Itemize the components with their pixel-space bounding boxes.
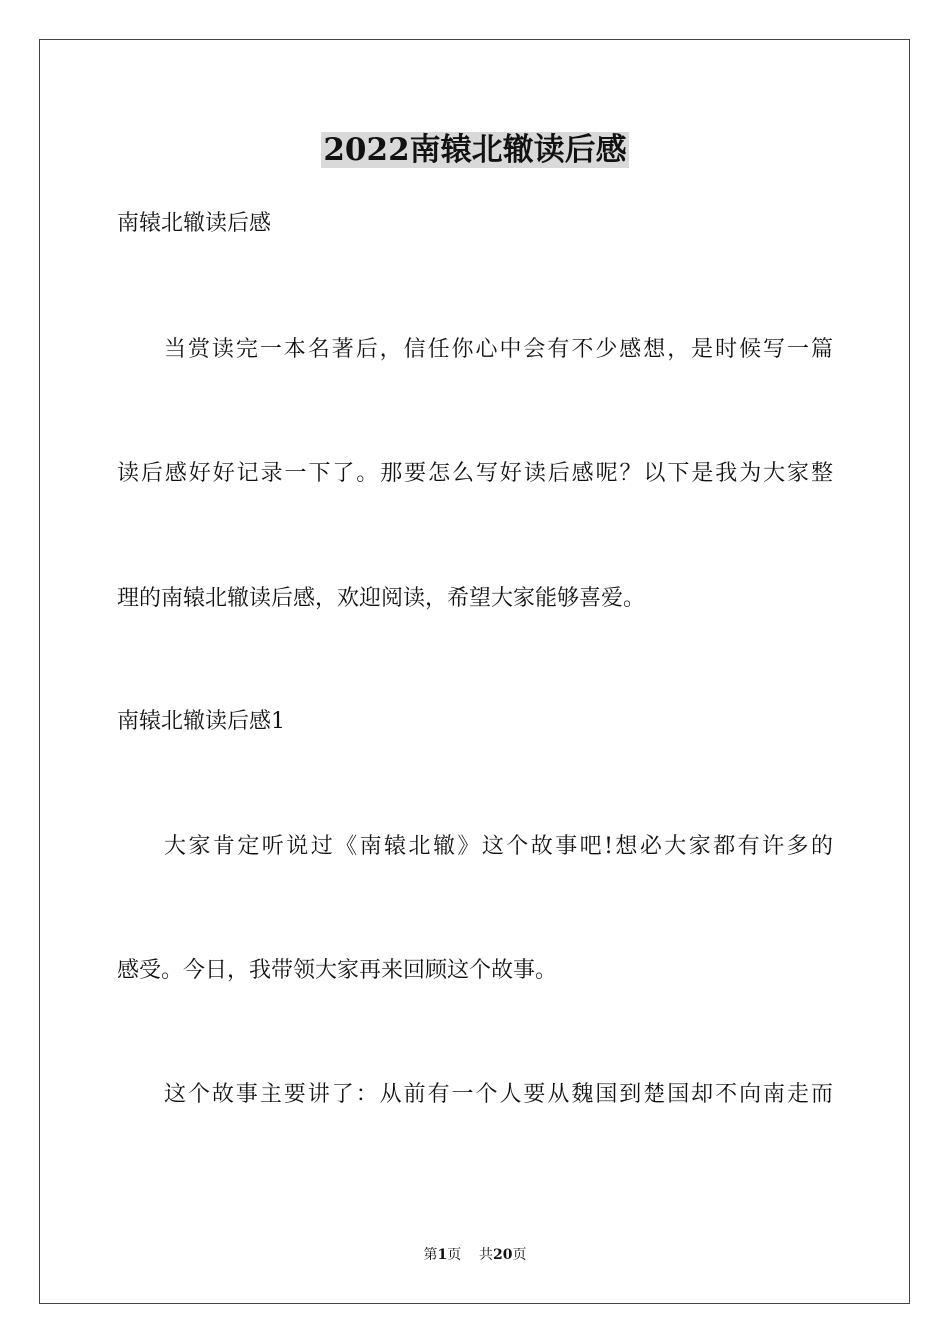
footer-suffix: 页 [512,1247,527,1263]
section-heading: 南辕北辙读后感1 [117,709,285,734]
paragraph-line: 当赏读完一本名著后，信任你心中会有不少感想，是时候写一篇 [164,337,833,362]
document-title [0,128,950,172]
section-heading: 南辕北辙读后感 [117,211,272,236]
page-footer [0,1245,950,1265]
paragraph-line: 大家肯定听说过《南辕北辙》这个故事吧!想必大家都有许多的 [164,834,833,859]
paragraph-line: 理的南辕北辙读后感，欢迎阅读，希望大家能够喜爱。 [117,586,646,611]
footer-page-number: 1 [437,1247,448,1263]
paragraph-line: 感受。今日，我带领大家再来回顾这个故事。 [117,958,558,983]
footer-prefix: 第 [423,1247,438,1263]
paragraph-line: 读后感好好记录一下了。那要怎么写好读后感呢？以下是我为大家整 [117,461,833,486]
paragraph-line: 这个故事主要讲了：从前有一个人要从魏国到楚国却不向南走而 [164,1082,833,1107]
footer-total-pages: 20 [493,1247,513,1263]
footer-middle: 页 共 [447,1247,494,1263]
document-title-text: 2022南辕北辙读后感 [323,132,627,168]
